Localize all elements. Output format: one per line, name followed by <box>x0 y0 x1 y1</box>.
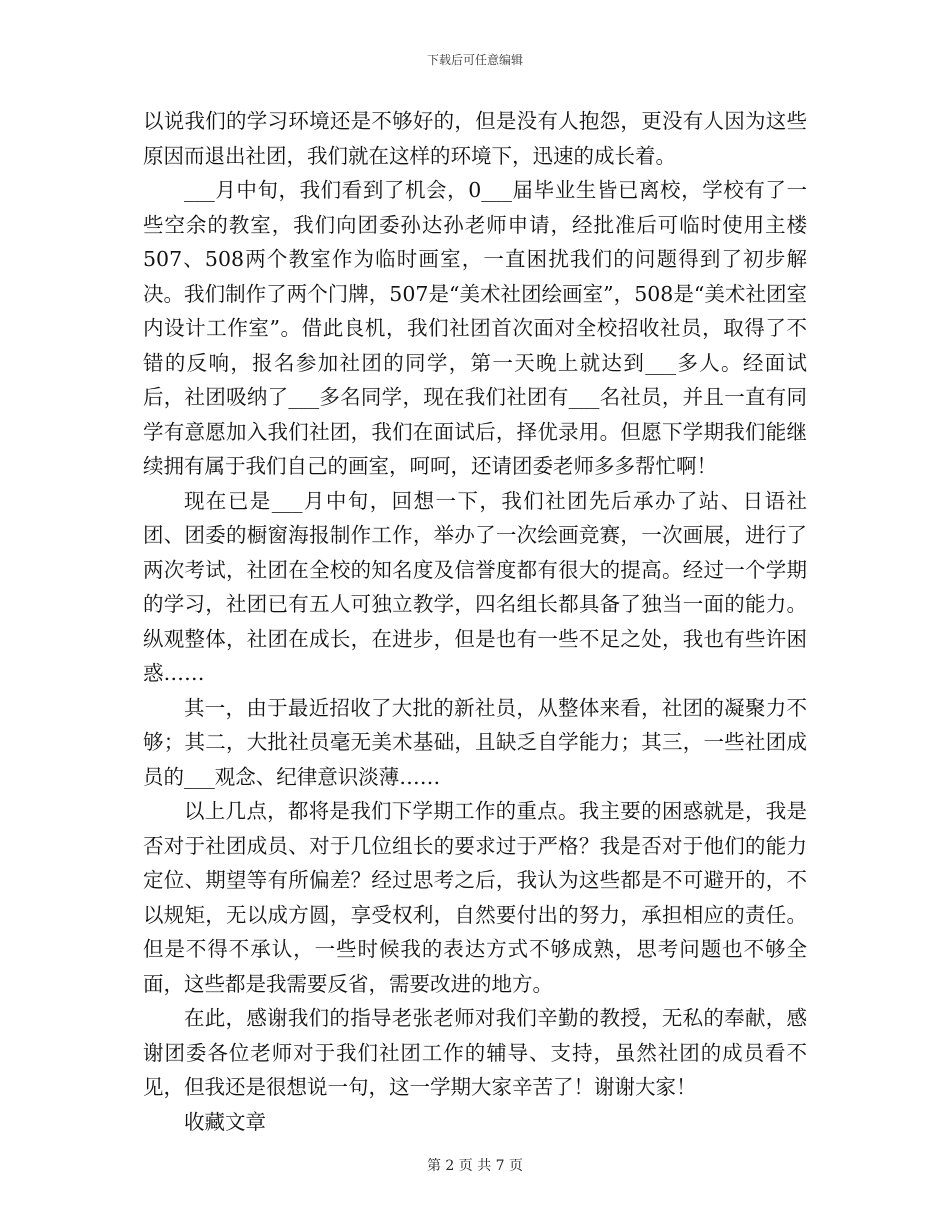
paragraph-2: ___月中旬，我们看到了机会，0___届毕业生皆已离校，学校有了一些空余的教室，我们向团委孙达孙老师申请，经批准后可临时使用主楼507、508两个教室作为临时画室，一直困扰我们的问题得到了初步解决。我们制作了两个门牌，507是“美术社团绘画室”，508是“美术社团室内设计工作室”。借此良机，我们社团首次面对全校招收社员，取得了不错的反响，报名参加社团的同学，第一天晚上就达到___多人。经面试后，社团吸纳了___多名同学，现在我们社团有___名社员，并且一直有同学有意愿加入我们社团，我们在面试后，择优录用。但愿下学期我们能继续拥有属于我们自己的画室，呵呵，还请团委老师多多帮忙啊！ <box>143 178 807 478</box>
document-body <box>143 104 807 1139</box>
page-number-footer: 第 2 页 共 7 页 <box>426 1158 524 1174</box>
paragraph-6: 在此，感谢我们的指导老张老师对我们辛勤的教授，无私的奉献，感谢团委各位老师对于我们社团工作的辅导、支持，虽然社团的成员看不见，但我还是很想说一句，这一学期大家辛苦了！谢谢大家！ <box>143 1006 807 1099</box>
paragraph-5: 以上几点，都将是我们下学期工作的重点。我主要的困惑就是，我是否对于社团成员、对于几位组长的要求过于严格？我是否对于他们的能力定位、期望等有所偏差？经过思考之后，我认为这些都是不可避开的，不以规矩，无以成方圆，享受权利，自然要付出的努力，承担相应的责任。但是不得不承认，一些时候我的表达方式不够成熟，思考问题也不够全面，这些都是我需要反省，需要改进的地方。 <box>143 799 807 996</box>
paragraph-1: 以说我们的学习环境还是不够好的，但是没有人抱怨，更没有人因为这些原因而退出社团，我们就在这样的环境下，迅速的成长着。 <box>143 109 807 168</box>
save-article-link[interactable]: 收藏文章 <box>184 1109 266 1134</box>
paragraph-4: 其一，由于最近招收了大批的新社员，从整体来看，社团的凝聚力不够；其二，大批社员毫无美术基础，且缺乏自学能力；其三，一些社团成员的___观念、纪律意识淡薄…… <box>143 695 807 789</box>
paragraph-3: 现在已是___月中旬，回想一下，我们社团先后承办了站、日语社团、团委的橱窗海报制作工作，举办了一次绘画竞赛，一次画展，进行了两次考试，社团在全校的知名度及信誉度都有很大的提高。经过一个学期的学习，社团已有五人可独立教学，四名组长都具备了独当一面的能力。纵观整体，社团在成长，在进步，但是也有一些不足之处，我也有些许困惑…… <box>143 488 807 685</box>
page-header: 下载后可任意编辑 <box>426 53 523 67</box>
